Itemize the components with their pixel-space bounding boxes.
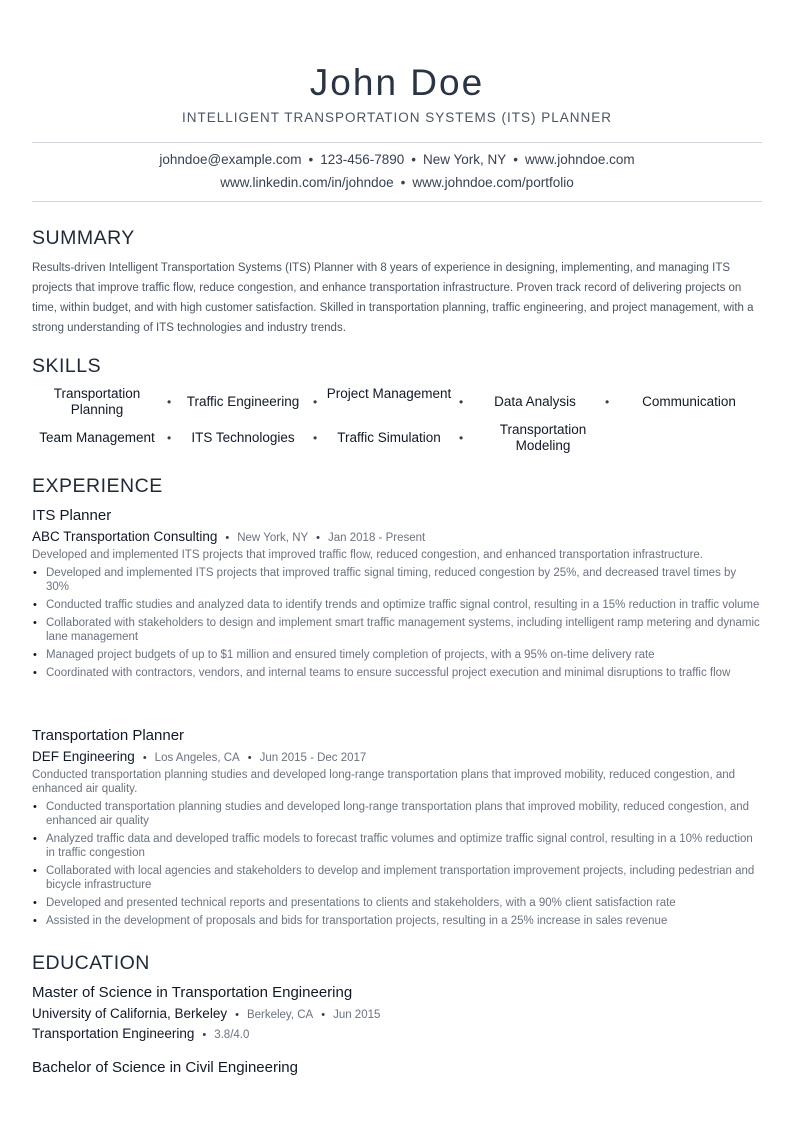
contact-line-primary <box>0 152 794 167</box>
bullet-text: Developed and implemented ITS projects that improved traffic signal timing, reduced congestion by 25%, and decreased travel times by 30% <box>46 567 737 593</box>
experience-heading: EXPERIENCE <box>32 475 163 497</box>
separator: • <box>247 752 252 764</box>
separator: • <box>316 532 321 544</box>
job-bullet-list <box>32 800 762 932</box>
job-location: New York, NY <box>237 532 309 544</box>
education-school-line <box>32 1006 380 1021</box>
skill-item: Transportation Modeling <box>499 422 587 453</box>
gpa: 3.8/4.0 <box>214 1029 250 1041</box>
separator: • <box>513 152 519 167</box>
linkedin-link[interactable]: www.linkedin.com/in/johndoe <box>220 175 394 190</box>
list-item <box>32 864 762 892</box>
job-title: ITS Planner <box>32 507 112 524</box>
email-link[interactable]: johndoe@example.com <box>159 152 302 167</box>
job-company-line <box>32 749 366 764</box>
bullet-marker: • <box>33 667 37 679</box>
header-divider-top <box>32 142 762 143</box>
skill-item: ITS Technologies <box>191 430 295 445</box>
skill-item: Communication <box>642 394 736 409</box>
list-item <box>32 666 762 680</box>
bullet-marker: • <box>33 915 37 927</box>
skill-separator: • <box>459 395 464 409</box>
candidate-name: John Doe <box>309 62 485 103</box>
skill-separator: • <box>459 431 464 445</box>
job-title: Transportation Planner <box>32 727 185 744</box>
job-dates: Jun 2015 - Dec 2017 <box>259 752 367 764</box>
bullet-marker: • <box>33 897 37 909</box>
skill-item: Team Management <box>39 430 155 445</box>
skill-separator: • <box>167 395 172 409</box>
separator: • <box>202 1029 207 1041</box>
skill-item: Transportation Planning <box>53 386 141 417</box>
skills-row <box>32 422 762 462</box>
list-item <box>32 648 762 662</box>
list-item <box>32 896 762 910</box>
skill-separator: • <box>313 431 318 445</box>
education-heading: EDUCATION <box>32 952 150 974</box>
skill-separator: • <box>167 431 172 445</box>
job-dates: Jan 2018 - Present <box>328 532 426 544</box>
phone-number: 123-456-7890 <box>320 152 405 167</box>
bullet-marker: • <box>33 567 37 579</box>
separator: • <box>235 1009 239 1021</box>
company-name: ABC Transportation Consulting <box>32 529 218 544</box>
separator: • <box>308 152 314 167</box>
school-name: University of California, Berkeley <box>32 1006 228 1021</box>
bullet-marker: • <box>33 649 37 661</box>
list-item <box>32 566 762 594</box>
bullet-text: Coordinated with contractors, vendors, and internal teams to ensure successful project execution and minimal disruptions to traffic flow <box>46 667 731 679</box>
skill-item: Data Analysis <box>494 394 576 409</box>
bullet-text: Collaborated with stakeholders to design and implement smart traffic management systems, including intelligent ramp metering and dynamic lane management <box>46 617 760 643</box>
header-divider-bottom <box>32 201 762 202</box>
list-item <box>32 800 762 828</box>
separator: • <box>411 152 416 167</box>
company-name: DEF Engineering <box>32 749 135 764</box>
separator: • <box>142 752 147 764</box>
bullet-marker: • <box>33 599 37 611</box>
skills-row <box>32 386 762 426</box>
list-item <box>32 832 762 860</box>
bullet-marker: • <box>33 617 37 629</box>
separator: • <box>225 532 230 544</box>
bullet-text: Assisted in the development of proposals and bids for transportation projects, resulting in a 25% increase in sales revenue <box>46 915 668 927</box>
bullet-marker: • <box>33 865 37 877</box>
bullet-marker: • <box>33 833 37 845</box>
skill-separator: • <box>605 395 610 409</box>
separator: • <box>400 175 406 190</box>
summary-text: Results-driven Intelligent Transportation Systems (ITS) Planner with 8 years of experience in designing, implementing, and managing ITS projects that improve traffic flow, reduce congestion, and enhance transportation infrastructure. Proven track record of delivering projects on time, within budget, and with high customer satisfaction. Skilled in transportation planning, traffic engineering, and project management, with a strong understanding of ITS technologies and industry trends. <box>32 262 754 334</box>
list-item <box>32 598 762 612</box>
school-location: Berkeley, CA <box>246 1009 314 1021</box>
bullet-text: Managed project budgets of up to $1 million and ensured timely completion of projects, with a 95% on-time delivery rate <box>46 649 655 661</box>
job-description: Conducted transportation planning studies and developed long-range transportation plans that improved mobility, reduced congestion, and enhanced air quality. <box>32 769 736 795</box>
list-item <box>32 914 762 928</box>
bullet-marker: • <box>33 801 37 813</box>
contact-line-secondary <box>0 175 794 190</box>
bullet-text: Conducted traffic studies and analyzed data to identify trends and optimize traffic signal control, resulting in a 15% reduction in traffic volume <box>46 599 760 611</box>
separator: • <box>321 1009 326 1021</box>
degree-title: Master of Science in Transportation Engineering <box>32 984 353 1001</box>
skill-item: Traffic Simulation <box>337 430 441 445</box>
job-location: Los Angeles, CA <box>154 752 240 764</box>
bullet-text: Developed and presented technical reports and presentations to clients and stakeholders, with a 90% client satisfaction rate <box>46 897 676 909</box>
candidate-title: INTELLIGENT TRANSPORTATION SYSTEMS (ITS) PLANNER <box>181 110 613 125</box>
bullet-text: Conducted transportation planning studies and developed long-range transportation plans that improved mobility, reduced congestion, and enhanced air quality <box>46 801 750 827</box>
skill-separator: • <box>313 395 318 409</box>
location: New York, NY <box>423 152 507 167</box>
job-company-line <box>32 529 425 544</box>
list-item <box>32 616 762 644</box>
bullet-text: Analyzed traffic data and developed traffic models to forecast traffic volumes and optimize traffic signal control, resulting in a 10% reduction in traffic congestion <box>46 833 753 859</box>
graduation-date: Jun 2015 <box>333 1009 381 1021</box>
portfolio-link[interactable]: www.johndoe.com/portfolio <box>412 175 574 190</box>
bullet-text: Collaborated with local agencies and stakeholders to develop and implement transportation improvement projects, including pedestrian and bicycle infrastructure <box>46 865 755 891</box>
skill-item: Traffic Engineering <box>186 394 300 409</box>
field-of-study: Transportation Engineering <box>32 1026 195 1041</box>
education-field-line <box>32 1026 249 1041</box>
degree-title: Bachelor of Science in Civil Engineering <box>32 1059 298 1076</box>
skills-heading: SKILLS <box>32 355 102 377</box>
summary-heading: SUMMARY <box>32 227 135 249</box>
job-bullet-list <box>32 566 762 684</box>
website-link[interactable]: www.johndoe.com <box>525 152 635 167</box>
skill-item: Project Management <box>326 386 452 401</box>
job-description: Developed and implemented ITS projects that improved traffic flow, reduced congestion, and enhanced transportation infrastructure. <box>32 549 704 561</box>
